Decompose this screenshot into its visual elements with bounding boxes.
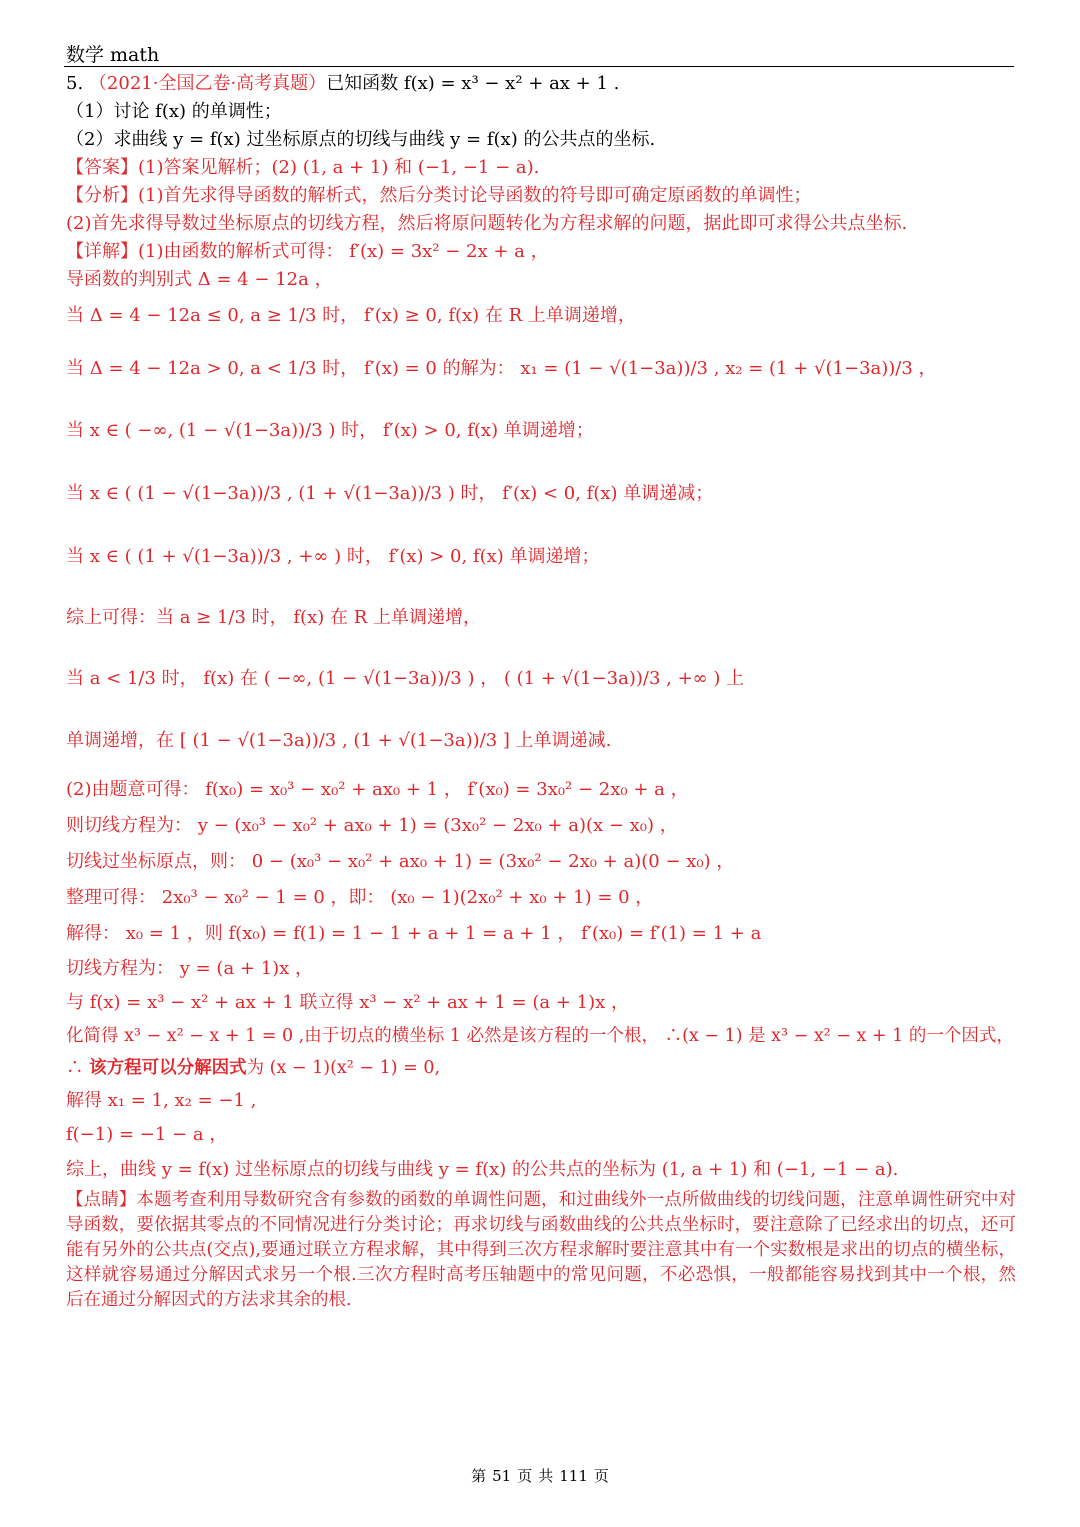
detail-line-15: 切线方程为： y = (a + 1)x ， [66, 958, 314, 979]
detail-simplify: 化简得 x³ − x² − x + 1 = 0 ,由于切点的横坐标 1 必然是该方程的一个根， ∴(x − 1) 是 x³ − x² − x + 1 的一个因式， ∴ 该方程可以分解因式为 (x − 1)(x² − 1) = 0, [66, 1026, 1014, 1078]
question-part1: （1）讨论 f(x) 的单调性； [66, 101, 282, 122]
detail-line-14: 解得： x₀ = 1 ，则 f(x₀) = f(1) = 1 − 1 + a + 1 = a + 1 ， f′(x₀) = f′(1) = 1 + a [66, 923, 762, 944]
detail-line-8: 当 a < 1/3 时， f(x) 在 ( −∞, (1 − √(1−3a))/3 ) ， ( (1 + √(1−3a))/3 , +∞ ) 上 [66, 668, 745, 689]
detail-line-12: 切线过坐标原点，则： 0 − (x₀³ − x₀² + ax₀ + 1) = (3x₀² − 2x₀ + a)(0 − x₀) ， [66, 851, 735, 872]
document-body [66, 70, 1016, 1313]
detail-end-1: f(−1) = −1 − a ， [66, 1124, 228, 1145]
answer-label: 【答案】 [66, 157, 138, 178]
analysis-line-1: 【分析】(1)首先求得导函数的解析式，然后分类讨论导函数的符号即可确定原函数的单调性； [66, 185, 812, 206]
detail-line-7: 综上可得：当 a ≥ 1/3 时， f(x) 在 R 上单调递增， [66, 607, 481, 628]
detail-line-10: (2)由题意可得： f(x₀) = x₀³ − x₀² + ax₀ + 1 ， f′(x₀) = 3x₀² − 2x₀ + a ， [66, 779, 689, 800]
detail-line-5: 当 x ∈ ( (1 − √(1−3a))/3 , (1 + √(1−3a))/3 ) 时， f′(x) < 0, f(x) 单调递减； [66, 483, 714, 504]
page-header: 数学 math [66, 44, 160, 66]
detail-line-3: 当 Δ = 4 − 12a > 0, a < 1/3 时， f′(x) = 0 的解为： x₁ = (1 − √(1−3a))/3 , x₂ = (1 + √(1−3a))/3 ， [66, 358, 937, 379]
question-source: （2021·全国乙卷·高考真题） [88, 73, 327, 94]
detail-line-9: 单调递增，在 [ (1 − √(1−3a))/3 , (1 + √(1−3a))/3 ] 上单调递减. [66, 730, 612, 751]
detail-line-2: 当 Δ = 4 − 12a ≤ 0, a ≥ 1/3 时， f′(x) ≥ 0, f(x) 在 R 上单调递增， [66, 305, 636, 326]
detail-line-6: 当 x ∈ ( (1 + √(1−3a))/3 , +∞ ) 时， f′(x) > 0, f(x) 单调递增； [66, 546, 600, 567]
analysis-label: 【分析】 [66, 185, 138, 206]
answer-text: (1)答案见解析；(2) (1, a + 1) 和 (−1, −1 − a). [138, 157, 540, 178]
detail-line-1: 导函数的判别式 Δ = 4 − 12a ， [66, 269, 333, 290]
detail-line-11: 则切线方程为： y − (x₀³ − x₀² + ax₀ + 1) = (3x₀² − 2x₀ + a)(x − x₀) ， [66, 815, 678, 836]
detail-end-0: 解得 x₁ = 1, x₂ = −1 , [66, 1090, 257, 1111]
analysis-line-2: (2)首先求得导数过坐标原点的切线方程，然后将原问题转化为方程求解的问题，据此即可求得公共点坐标. [66, 213, 908, 234]
question-stem [66, 70, 1016, 98]
detail-line-0: 【详解】(1)由函数的解析式可得： f′(x) = 3x² − 2x + a ， [66, 241, 549, 262]
detail-line-4: 当 x ∈ ( −∞, (1 − √(1−3a))/3 ) 时， f′(x) > 0, f(x) 单调递增； [66, 420, 594, 441]
detail-line-16: 与 f(x) = x³ − x² + ax + 1 联立得 x³ − x² + ax + 1 = (a + 1)x ， [66, 992, 629, 1013]
detail-line-13: 整理可得： 2x₀³ − x₀² − 1 = 0 ，即： (x₀ − 1)(2x₀² + x₀ + 1) = 0 ， [66, 887, 654, 908]
comment-text: 本题考查利用导数研究含有参数的函数的单调性问题，和过曲线外一点所做曲线的切线问题，注意单调性研究中对导函数，要依据其零点的不同情况进行分类讨论；再求切线与函数曲线的公共点坐标时，要注意除了已经求出的切点，还可能有另外的公共点(交点),要通过联立方程求解，其中得到三次方程求解时要注意其中有一个实数根是求出的切点的横坐标，这样就容易通过分解因式求另一个根.三次方程时高考压轴题中的常见问题，不必恐惧，一般都能容易找到其中一个根，然后在通过分解因式的方法求其余的根. [66, 1190, 1017, 1310]
detail-end-2: 综上，曲线 y = f(x) 过坐标原点的切线与曲线 y = f(x) 的公共点的坐标为 (1, a + 1) 和 (−1, −1 − a). [66, 1159, 899, 1180]
page-footer: 第 51 页 共 111 页 [471, 1467, 609, 1485]
question-number: 5. [66, 73, 84, 94]
question-text: 已知函数 f(x) = x³ − x² + ax + 1 . [326, 73, 620, 94]
header-rule [64, 66, 1014, 67]
answer-line [66, 154, 1016, 182]
comment-paragraph [66, 1188, 1016, 1313]
page-total: 111 [559, 1467, 588, 1485]
page-number: 51 [492, 1467, 512, 1485]
question-part2: （2）求曲线 y = f(x) 过坐标原点的切线与曲线 y = f(x) 的公共点的坐标. [66, 129, 656, 150]
comment-label: 【点睛】 [66, 1190, 137, 1210]
detail-label: 【详解】 [66, 241, 138, 262]
